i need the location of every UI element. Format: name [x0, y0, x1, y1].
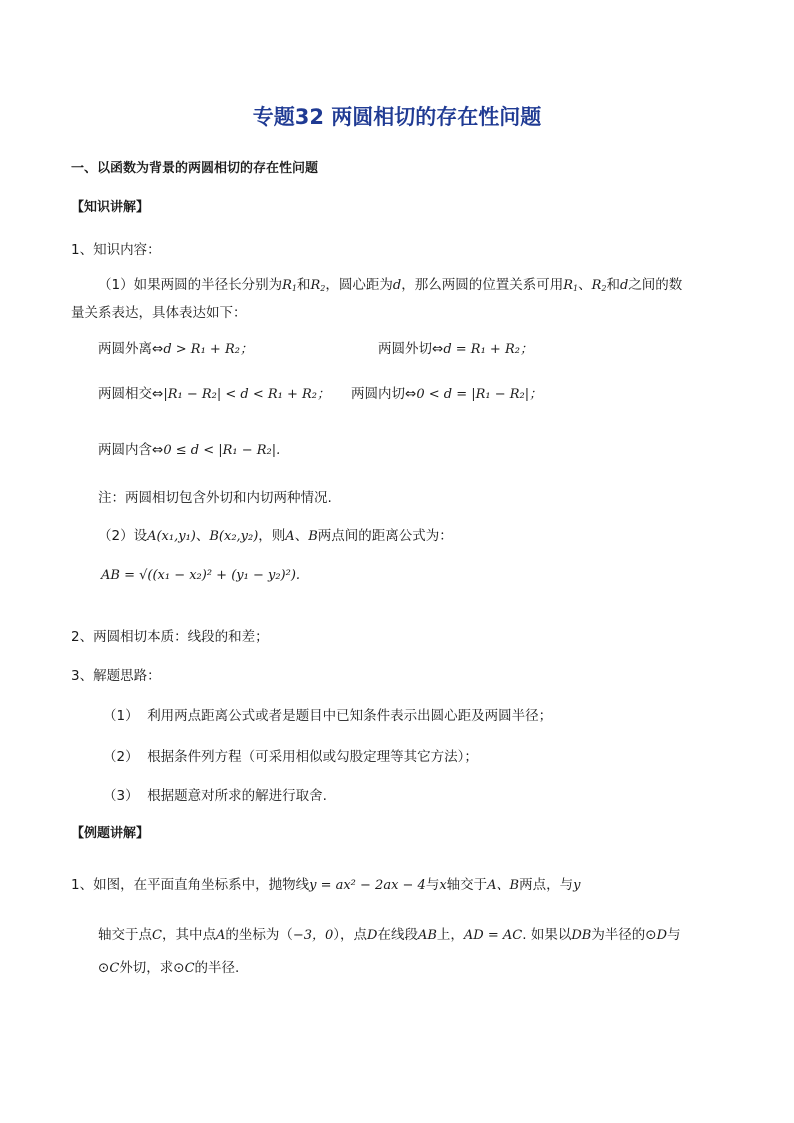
- example-header: 【例题讲解】: [71, 826, 150, 841]
- distance-formula: AB = √((x₁ − x₂)² + (y₁ − y₂)²).: [101, 568, 301, 583]
- item3-heading: 3、解题思路：: [71, 668, 161, 684]
- note-text: 注：两圆相切包含外切和内切两种情况.: [98, 490, 332, 506]
- relation-intersect: 两圆相交⇔|R₁ − R₂| < d < R₁ + R₂；: [98, 386, 331, 402]
- knowledge-header: 【知识讲解】: [71, 200, 150, 215]
- item2-text: 2、两圆相切本质：线段的和差；: [71, 629, 269, 645]
- relation-contain: 两圆内含⇔0 ≤ d < |R₁ − R₂|.: [98, 442, 281, 458]
- page-title: 专题32 两圆相切的存在性问题: [252, 105, 542, 129]
- distance-intro: （2）设A(x₁,y₁)、B(x₂,y₂)，则A、B两点间的距离公式为：: [98, 528, 453, 544]
- item1-heading: 1、知识内容：: [71, 242, 161, 258]
- item1-paragraph-line2: 量关系表达，具体表达如下：: [71, 305, 247, 321]
- relation-separate: 两圆外离⇔d > R₁ + R₂；: [98, 341, 253, 357]
- section-heading: 一、以函数为背景的两圆相切的存在性问题: [71, 161, 319, 176]
- item1-paragraph-line1: （1）如果两圆的半径长分别为$R_1$和$R_2$，圆心距为d，那么两圆的位置关系可用$R_1$、$R_2$和d之间的数: [98, 277, 683, 293]
- relation-external-tangent: 两圆外切⇔d = R₁ + R₂；: [378, 341, 533, 357]
- step-3: （3） 根据题意对所求的解进行取舍.: [103, 788, 327, 804]
- example1-line3: ⊙C外切，求⊙C的半径.: [98, 960, 240, 976]
- step-1: （1） 利用两点距离公式或者是题目中已知条件表示出圆心距及两圆半径；: [103, 708, 553, 724]
- example1-line2: 轴交于点C，其中点A的坐标为（−3，0），点D在线段AB上，AD = AC. 如果以DB为半径的⊙D与: [98, 927, 681, 943]
- example1-line1: 1、如图，在平面直角坐标系中，抛物线y = ax² − 2ax − 4与x轴交于A、B两点，与y: [71, 877, 581, 893]
- relation-internal-tangent: 两圆内切⇔0 < d = |R₁ − R₂|；: [351, 386, 543, 402]
- step-2: （2） 根据条件列方程（可采用相似或勾股定理等其它方法）；: [103, 749, 478, 765]
